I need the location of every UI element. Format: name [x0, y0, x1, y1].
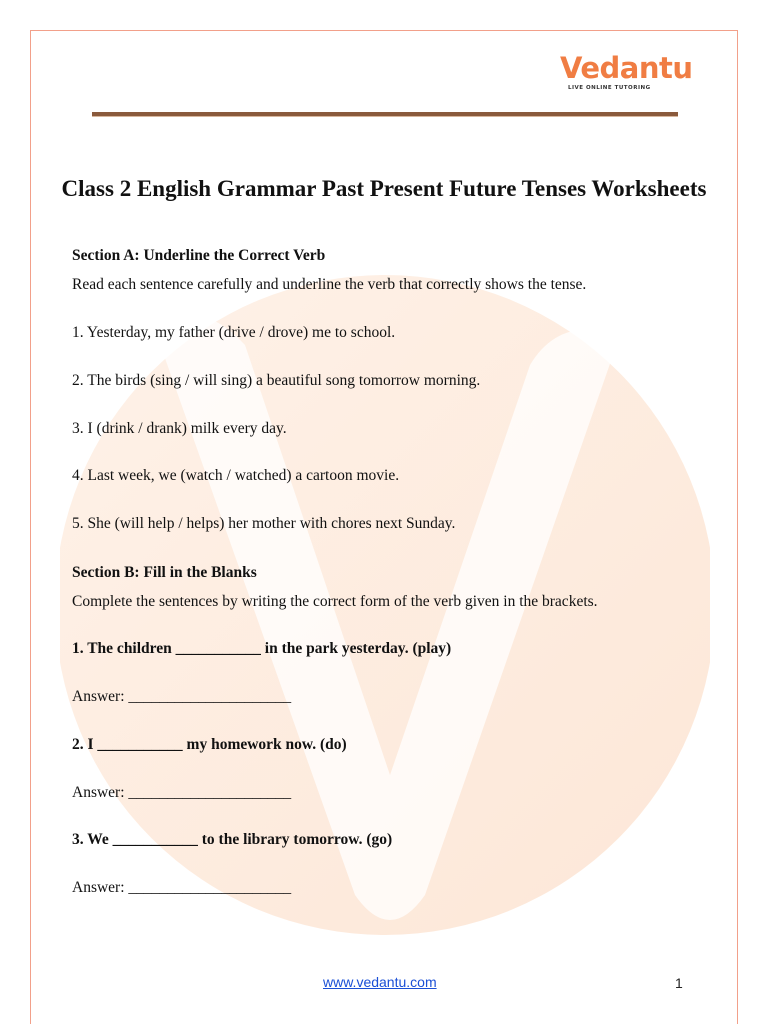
logo-tagline: LIVE ONLINE TUTORING: [568, 85, 651, 91]
footer-website-link[interactable]: www.vedantu.com: [323, 974, 437, 990]
answer-line[interactable]: Answer: _____________________: [72, 784, 292, 801]
section-b-question: 3. We ___________ to the library tomorrow. (go): [72, 831, 393, 848]
page-title: Class 2 English Grammar Past Present Future Tenses Worksheets: [61, 176, 707, 201]
page-number: 1: [675, 975, 683, 991]
section-a-heading: Section A: Underline the Correct Verb: [72, 247, 326, 264]
section-b-instruction: Complete the sentences by writing the correct form of the verb given in the brackets.: [72, 593, 598, 610]
section-a-instruction: Read each sentence carefully and underline the verb that correctly shows the tense.: [72, 276, 587, 293]
section-a-item: 2. The birds (sing / will sing) a beautiful song tomorrow morning.: [72, 372, 481, 389]
section-b-heading: Section B: Fill in the Blanks: [72, 564, 257, 581]
section-a-item: 4. Last week, we (watch / watched) a cartoon movie.: [72, 467, 400, 484]
section-b-question: 1. The children ___________ in the park yesterday. (play): [72, 640, 452, 657]
answer-line[interactable]: Answer: _____________________: [72, 688, 292, 705]
answer-line[interactable]: Answer: _____________________: [72, 879, 292, 896]
section-a-item: 1. Yesterday, my father (drive / drove) me to school.: [72, 324, 396, 341]
section-a-item: 3. I (drink / drank) milk every day.: [72, 420, 287, 437]
section-b-question: 2. I ___________ my homework now. (do): [72, 736, 347, 753]
logo-wordmark: Vedantu: [560, 51, 693, 85]
section-a-item: 5. She (will help / helps) her mother with chores next Sunday.: [72, 515, 456, 532]
